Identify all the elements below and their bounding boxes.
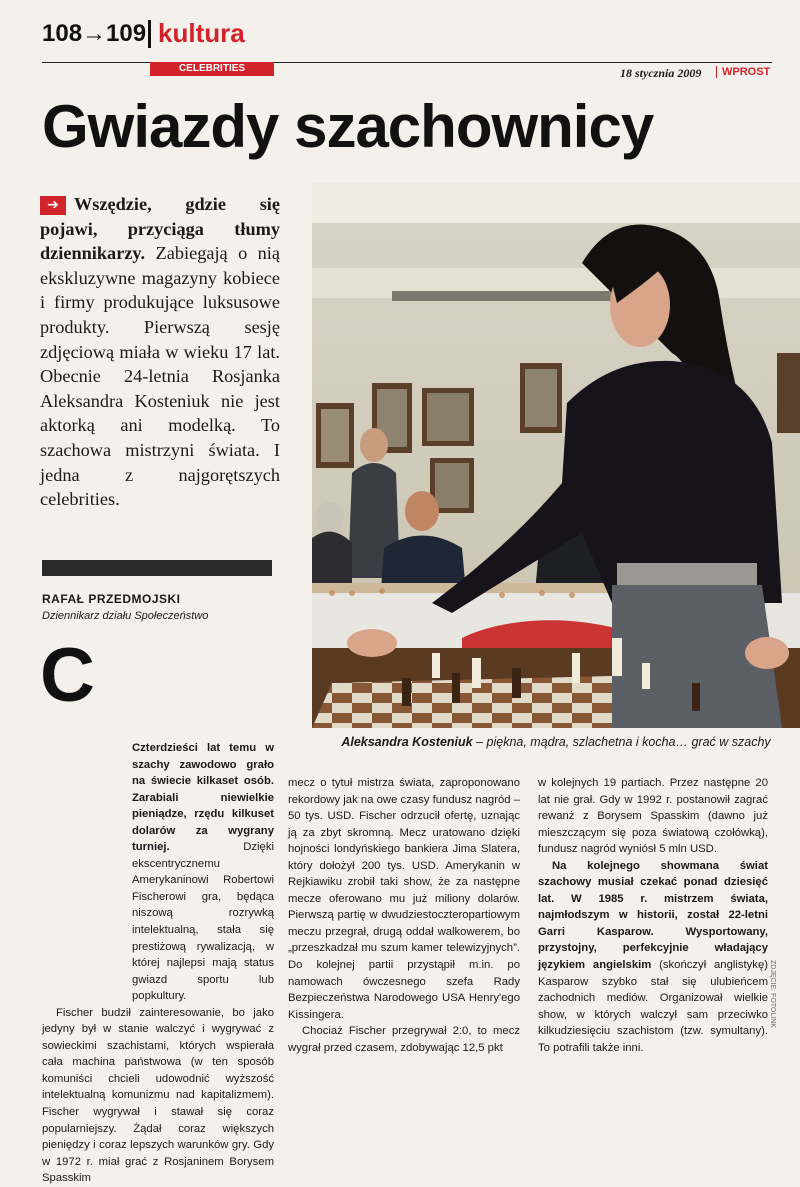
divider-bar (42, 560, 272, 576)
caption-name: Aleksandra Kosteniuk (341, 735, 473, 749)
photo-caption (312, 735, 800, 749)
section-name: kultura (158, 18, 245, 48)
drop-cap: C (40, 633, 95, 718)
body-column-2 (288, 775, 520, 1056)
magazine-name: WPROST (722, 66, 771, 78)
lead-text: Zabiegają o nią ekskluzywne magazyny kobiece i firmy produkujące luksusowe produkty. Pierwszą sesję zdjęciową miała w wieku 17 lat. Obecnie 24-letnia Rosjanka Aleksandra Kosteniuk nie jest aktorką ani modelką. To szachowa mistrzyni świata. I jedna z najgorętszych celebrities. (40, 243, 280, 510)
article-photo (312, 183, 800, 728)
col3-bold: Na kolejnego showmana świat szachowy musiał czekać ponad dziesięć lat. W 1985 r. mistrzem świata, najmłodszym w historii, został 22-letni Garri Kasparow. Wysportowany, przystojny, perfekcyjnie władający językiem angielskim (538, 859, 768, 972)
author-role: Dziennikarz działu Społeczeństwo (42, 610, 209, 622)
lead-bold: Wszędzie, gdzie się pojawi, przyciąga tłumy dziennikarzy. (40, 194, 280, 264)
issue-date: 18 stycznia 2009 (620, 66, 702, 80)
col3-paragraph-1: w kolejnych 19 partiach. Przez następne 20 lat nie grał. Gdy w 1992 r. postanowił zagrać rewanż z Borysem Spasskim (dawno już mieszczącym się poza światową czołówką), fundusz nagród wyniósł 5 mln USD. (538, 777, 768, 856)
photo-credit: ZDJĘCIE: FOTOLINK (769, 960, 776, 1028)
col1-bold-intro: Czterdzieści lat temu w szachy zawodowo grało na świecie kilkaset osób. Zarabiali niewielkie pieniądze, rzędu kilkuset dolarów za wygrany turniej. (132, 742, 274, 854)
date-separator (716, 66, 717, 78)
page-numbers: 108→109 (42, 20, 147, 47)
col1-paragraph-1: Dzięki ekscentrycznemu Amerykaninowi Robertowi Fischerowi gra, będąca niszową rozrywką intelektualną, stała się prestiżową rywalizacją, w której najlepsi mają status gwiazd sportu lub popkultury. (132, 841, 274, 1003)
arrow-right-icon: ➔ (40, 196, 66, 215)
body-column-1 (42, 740, 274, 1187)
col2-paragraph-2: Chociaż Fischer przegrywał 2:0, to mecz wygrał przed czasem, zdobywając 12,5 pkt (288, 1025, 520, 1054)
author-name: RAFAŁ PRZEDMOJSKI (42, 592, 181, 606)
article-title: Gwiazdy szachownicy (42, 93, 654, 160)
col1-paragraph-2: Fischer budził zainteresowanie, bo jako jedyny był w stanie walczyć i wygrywać z sowieckimi szachistami, których wspierała cała machina państwowa (w ten sposób komuniści chcieli udowodnić wyższość intelektualną komunizmu nad kapitalizmem). Fischer wygrywał i stawał się coraz popularniejszy. Żądał coraz większych pieniędzy i coraz lepszych warunków gry. Gdy w 1972 r. miał grać z Rosjaninem Borysem Spasskim (42, 1006, 274, 1185)
body-column-3 (538, 775, 768, 1056)
header-divider (148, 20, 151, 48)
col2-paragraph-1: mecz o tytuł mistrza świata, zaproponowano rekordowy jak na owe czasy fundusz nagród – 50 tys. USD. Fischer odrzucił ofertę, uznając ją za zbyt skromną. Mecz uratowano dzięki hojności londyńskiego bankiera Jima Slatera, który dołożył 200 tys. USD. Amerykanin w Rejkiawiku zrobił taki show, że za następne mecze oferowano mu już miliony dolarów. Pierwszą partię w dwudziestoczteropartiowym meczu przegrał, drugą oddał walkowerem, bo „przeszkadzał mu szum kamer telewizyjnych”. Do kolejnej partii przystąpił m.in. po namowach ówczesnego szefa Rady Bezpieczeństwa Narodowego USA Henry'ego Kissingera. (288, 777, 520, 1021)
article-lead (40, 192, 280, 512)
caption-text: – piękna, mądra, szlachetna i kocha… grać w szachy (472, 735, 771, 749)
category-label: CELEBRITIES (150, 62, 274, 76)
col3-paragraph-2: (skończył anglistykę) Kasparow szybko stał się ulubieńcem zachodnich mediów. Organizował wielkie show, w których walczył sam przeciwko kilkudziesięciu szachistom (tzw. symultany). To potrafili także inni. (538, 959, 768, 1054)
